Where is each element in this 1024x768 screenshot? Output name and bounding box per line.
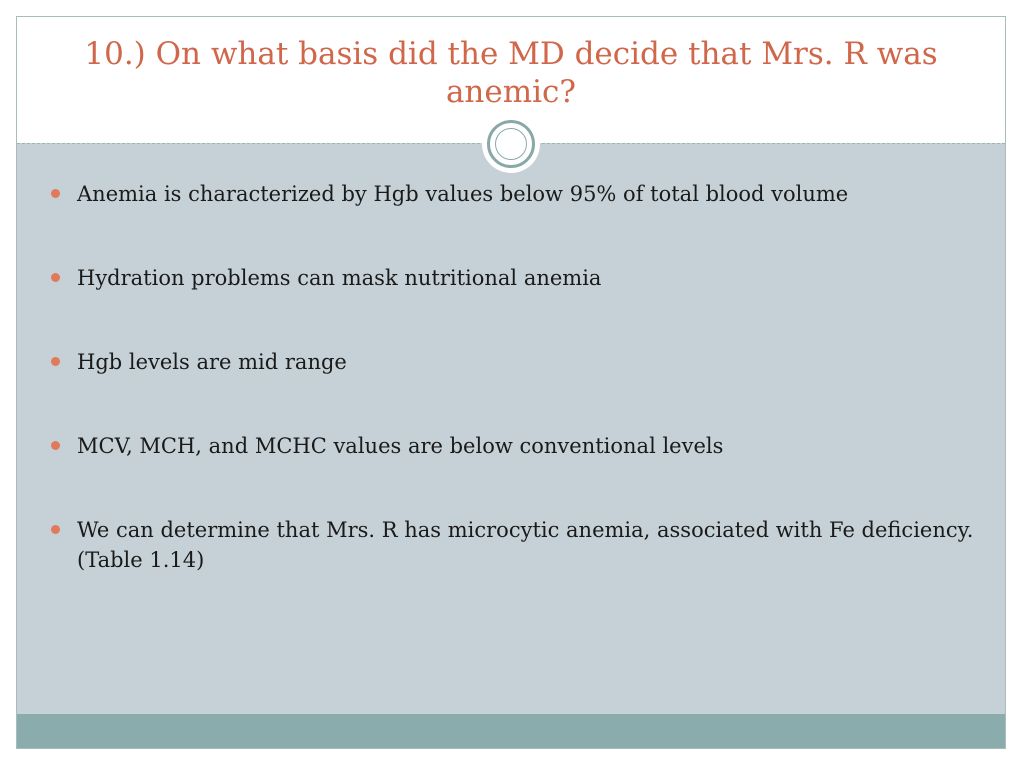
bullet-list <box>47 179 985 629</box>
bullet-item <box>47 179 985 209</box>
ring-ornament-icon <box>482 115 540 173</box>
bullet-dot-icon <box>51 525 60 534</box>
ornament-ring-inner <box>495 128 527 160</box>
bullet-item <box>47 263 985 293</box>
bullet-dot-icon <box>51 357 60 366</box>
bullet-text: We can determine that Mrs. R has microcytic anemia, associated with Fe deficiency. (Table 1.14) <box>77 518 974 572</box>
slide <box>16 16 1006 749</box>
bullet-dot-icon <box>51 273 60 282</box>
bullet-item <box>47 431 985 461</box>
bullet-dot-icon <box>51 441 60 450</box>
bullet-item <box>47 515 985 575</box>
bullet-text: Anemia is characterized by Hgb values below 95% of total blood volume <box>77 182 849 206</box>
bullet-item <box>47 347 985 377</box>
slide-title: 10.) On what basis did the MD decide that Mrs. R was anemic? <box>84 36 938 110</box>
bullet-dot-icon <box>51 189 60 198</box>
ornament-ring <box>487 120 535 168</box>
bullet-text: Hydration problems can mask nutritional anemia <box>77 266 602 290</box>
bullet-text: MCV, MCH, and MCHC values are below conventional levels <box>77 434 724 458</box>
footer-bar <box>17 714 1005 748</box>
bullet-text: Hgb levels are mid range <box>77 350 347 374</box>
